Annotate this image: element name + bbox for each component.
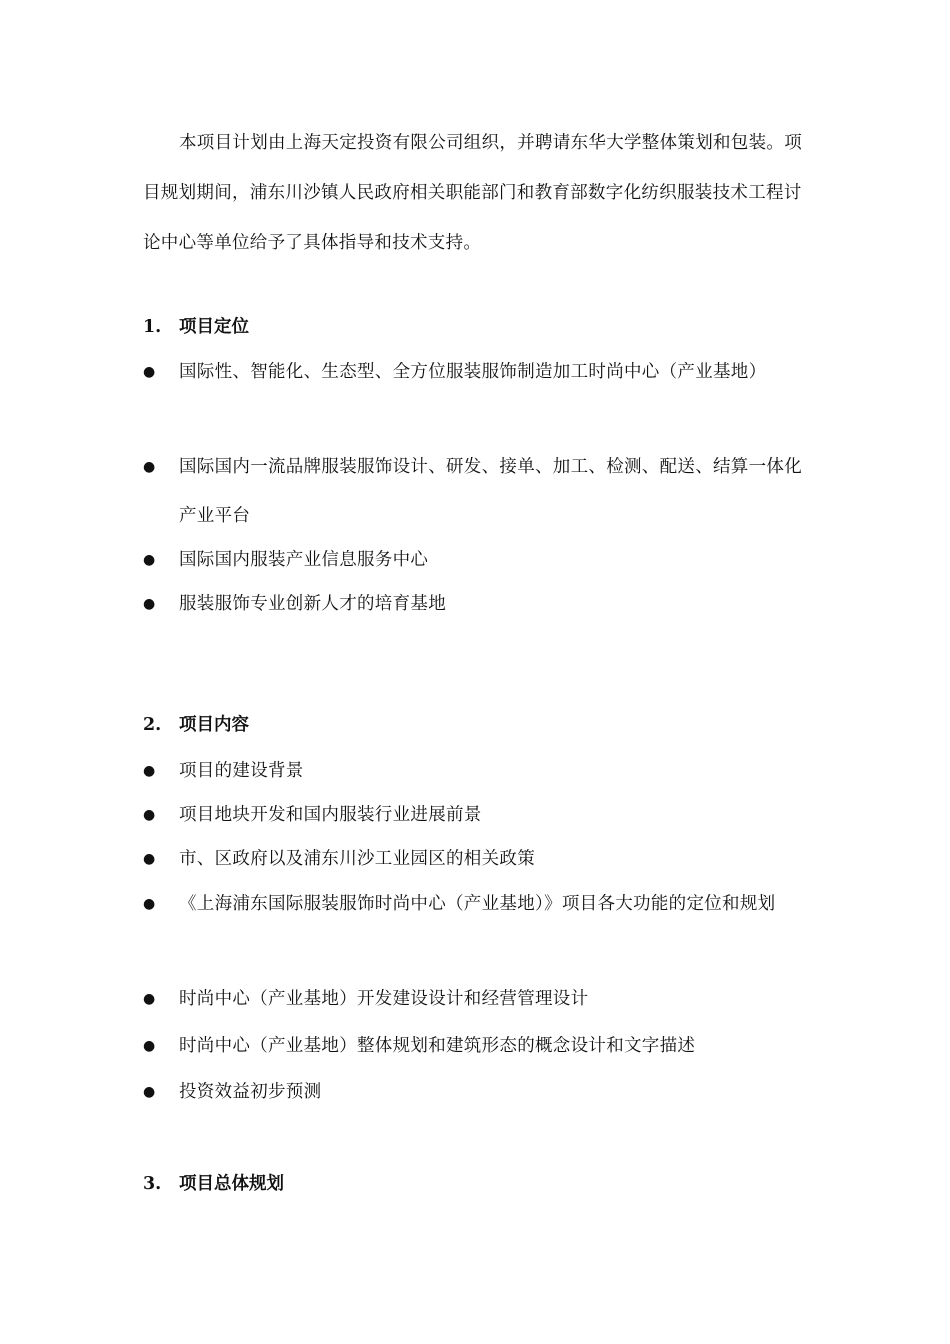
section-heading-2 [143,714,249,736]
list-item [143,536,808,585]
section-title: 项目内容 [179,715,249,735]
section-number: 1. [143,317,162,337]
list-item-text: 国际国内一流品牌服装服饰设计、研发、接单、加工、检测、配送、结算一体化产业平台 [179,457,802,526]
list-item-text: 项目的建设背景 [179,761,304,781]
bullet-icon: ● [143,896,156,912]
bullet-icon: ● [143,552,156,568]
list-item-text: 《上海浦东国际服装服饰时尚中心（产业基地）》项目各大功能的定位和规划 [179,894,776,914]
intro-paragraph: 本项目计划由上海天定投资有限公司组织，并聘请东华大学整体策划和包装。项目规划期间，浦东川沙镇人民政府相关职能部门和教育部数字化纺织服装技术工程讨论中心等单位给予了具体指导和技术支持。 [143,133,802,253]
list-item [143,348,808,397]
list-item [143,443,808,541]
list-item [143,580,808,629]
bullet-icon: ● [143,807,156,823]
bullet-icon: ● [143,596,156,612]
bullet-icon: ● [143,1084,156,1100]
list-item-text: 国际性、智能化、生态型、全方位服装服饰制造加工时尚中心（产业基地） [179,362,767,382]
list-item-text: 时尚中心（产业基地）开发建设设计和经营管理设计 [179,989,589,1009]
list-item-text: 项目地块开发和国内服装行业进展前景 [179,805,482,825]
bullet-icon: ● [143,763,156,779]
section-number: 3. [143,1174,162,1194]
list-item-text: 投资效益初步预测 [179,1082,322,1102]
section-title: 项目总体规划 [179,1174,284,1194]
section-heading-1 [143,316,249,338]
list-item-text: 服装服饰专业创新人才的培育基地 [179,594,446,614]
bullet-icon: ● [143,1038,156,1054]
list-item-text: 时尚中心（产业基地）整体规划和建筑形态的概念设计和文字描述 [179,1036,696,1056]
section-title: 项目定位 [179,317,249,337]
list-item-text: 市、区政府以及浦东川沙工业园区的相关政策 [179,849,535,869]
list-item [143,1022,808,1071]
bullet-icon: ● [143,991,156,1007]
list-item [143,975,808,1024]
bullet-icon: ● [143,364,156,380]
section-heading-3 [143,1173,284,1195]
section-number: 2. [143,715,162,735]
list-item [143,1068,808,1117]
list-item-text: 国际国内服装产业信息服务中心 [179,550,429,570]
list-item [143,791,808,840]
list-item [143,835,808,884]
bullet-icon: ● [143,851,156,867]
list-item [143,747,808,796]
bullet-icon: ● [143,459,156,475]
list-item [143,880,808,929]
